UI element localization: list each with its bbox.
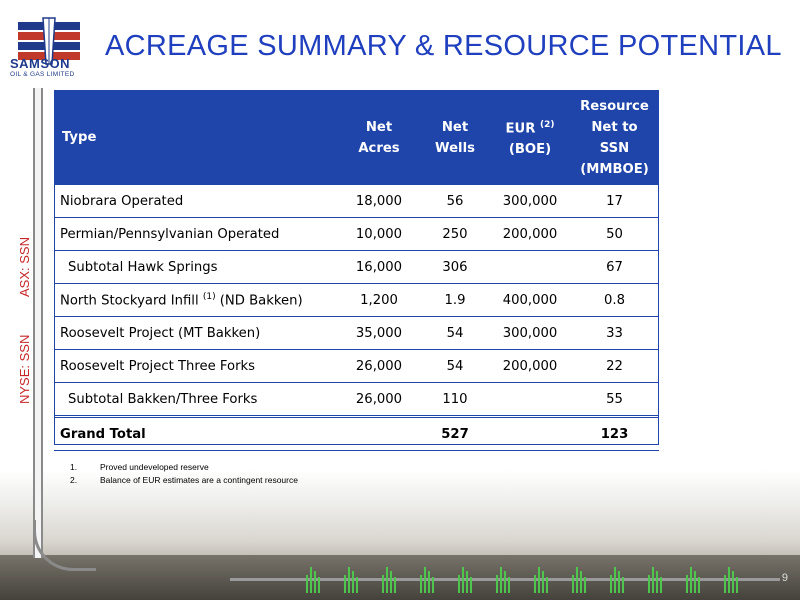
table-row: North Stockyard Infill $^{(1)}$ (ND Bakken) 1,200 1.9 400,000 0.8 [54,284,659,317]
table-row-subtotal: Subtotal Hawk Springs 16,000 306 67 [54,251,659,284]
footnotes [70,462,298,488]
page-title: ACREAGE SUMMARY & RESOURCE POTENTIAL [105,30,782,62]
header-net-acres: Net Acres [338,90,420,185]
table-row: Roosevelt Project Three Forks 26,000 54 200,000 22 [54,350,659,383]
table-row: Roosevelt Project (MT Bakken) 35,000 54 300,000 33 [54,317,659,350]
table-row: Niobrara Operated 18,000 56 300,000 17 [54,185,659,218]
header-resource: Resource Net to SSN (MMBOE) [570,90,659,185]
wellbore-pipe [33,88,43,558]
nyse-label: NYSE: SSN [17,334,32,404]
logo-name: SAMSON [10,56,71,71]
frac-stages [305,565,775,593]
asx-label: ASX: SSN [17,237,32,297]
footnote: 2. Balance of EUR estimates are a contingent resource [70,475,298,485]
page-number: 9 [781,572,788,584]
header-net-wells: Net Wells [420,90,490,185]
table-row-grand-total: Grand Total 527 123 [54,417,659,451]
table-row: Permian/Pennsylvanian Operated 10,000 250 200,000 50 [54,218,659,251]
footnote: 1. Proved undeveloped reserve [70,462,209,472]
table-row-subtotal: Subtotal Bakken/Three Forks 26,000 110 55 [54,383,659,417]
logo-subtitle: OIL & GAS LIMITED [10,71,75,78]
header-eur: EUR $^{(2)}$ (BOE) [490,90,570,185]
acreage-table [54,90,659,451]
header-type: Type [54,90,338,185]
